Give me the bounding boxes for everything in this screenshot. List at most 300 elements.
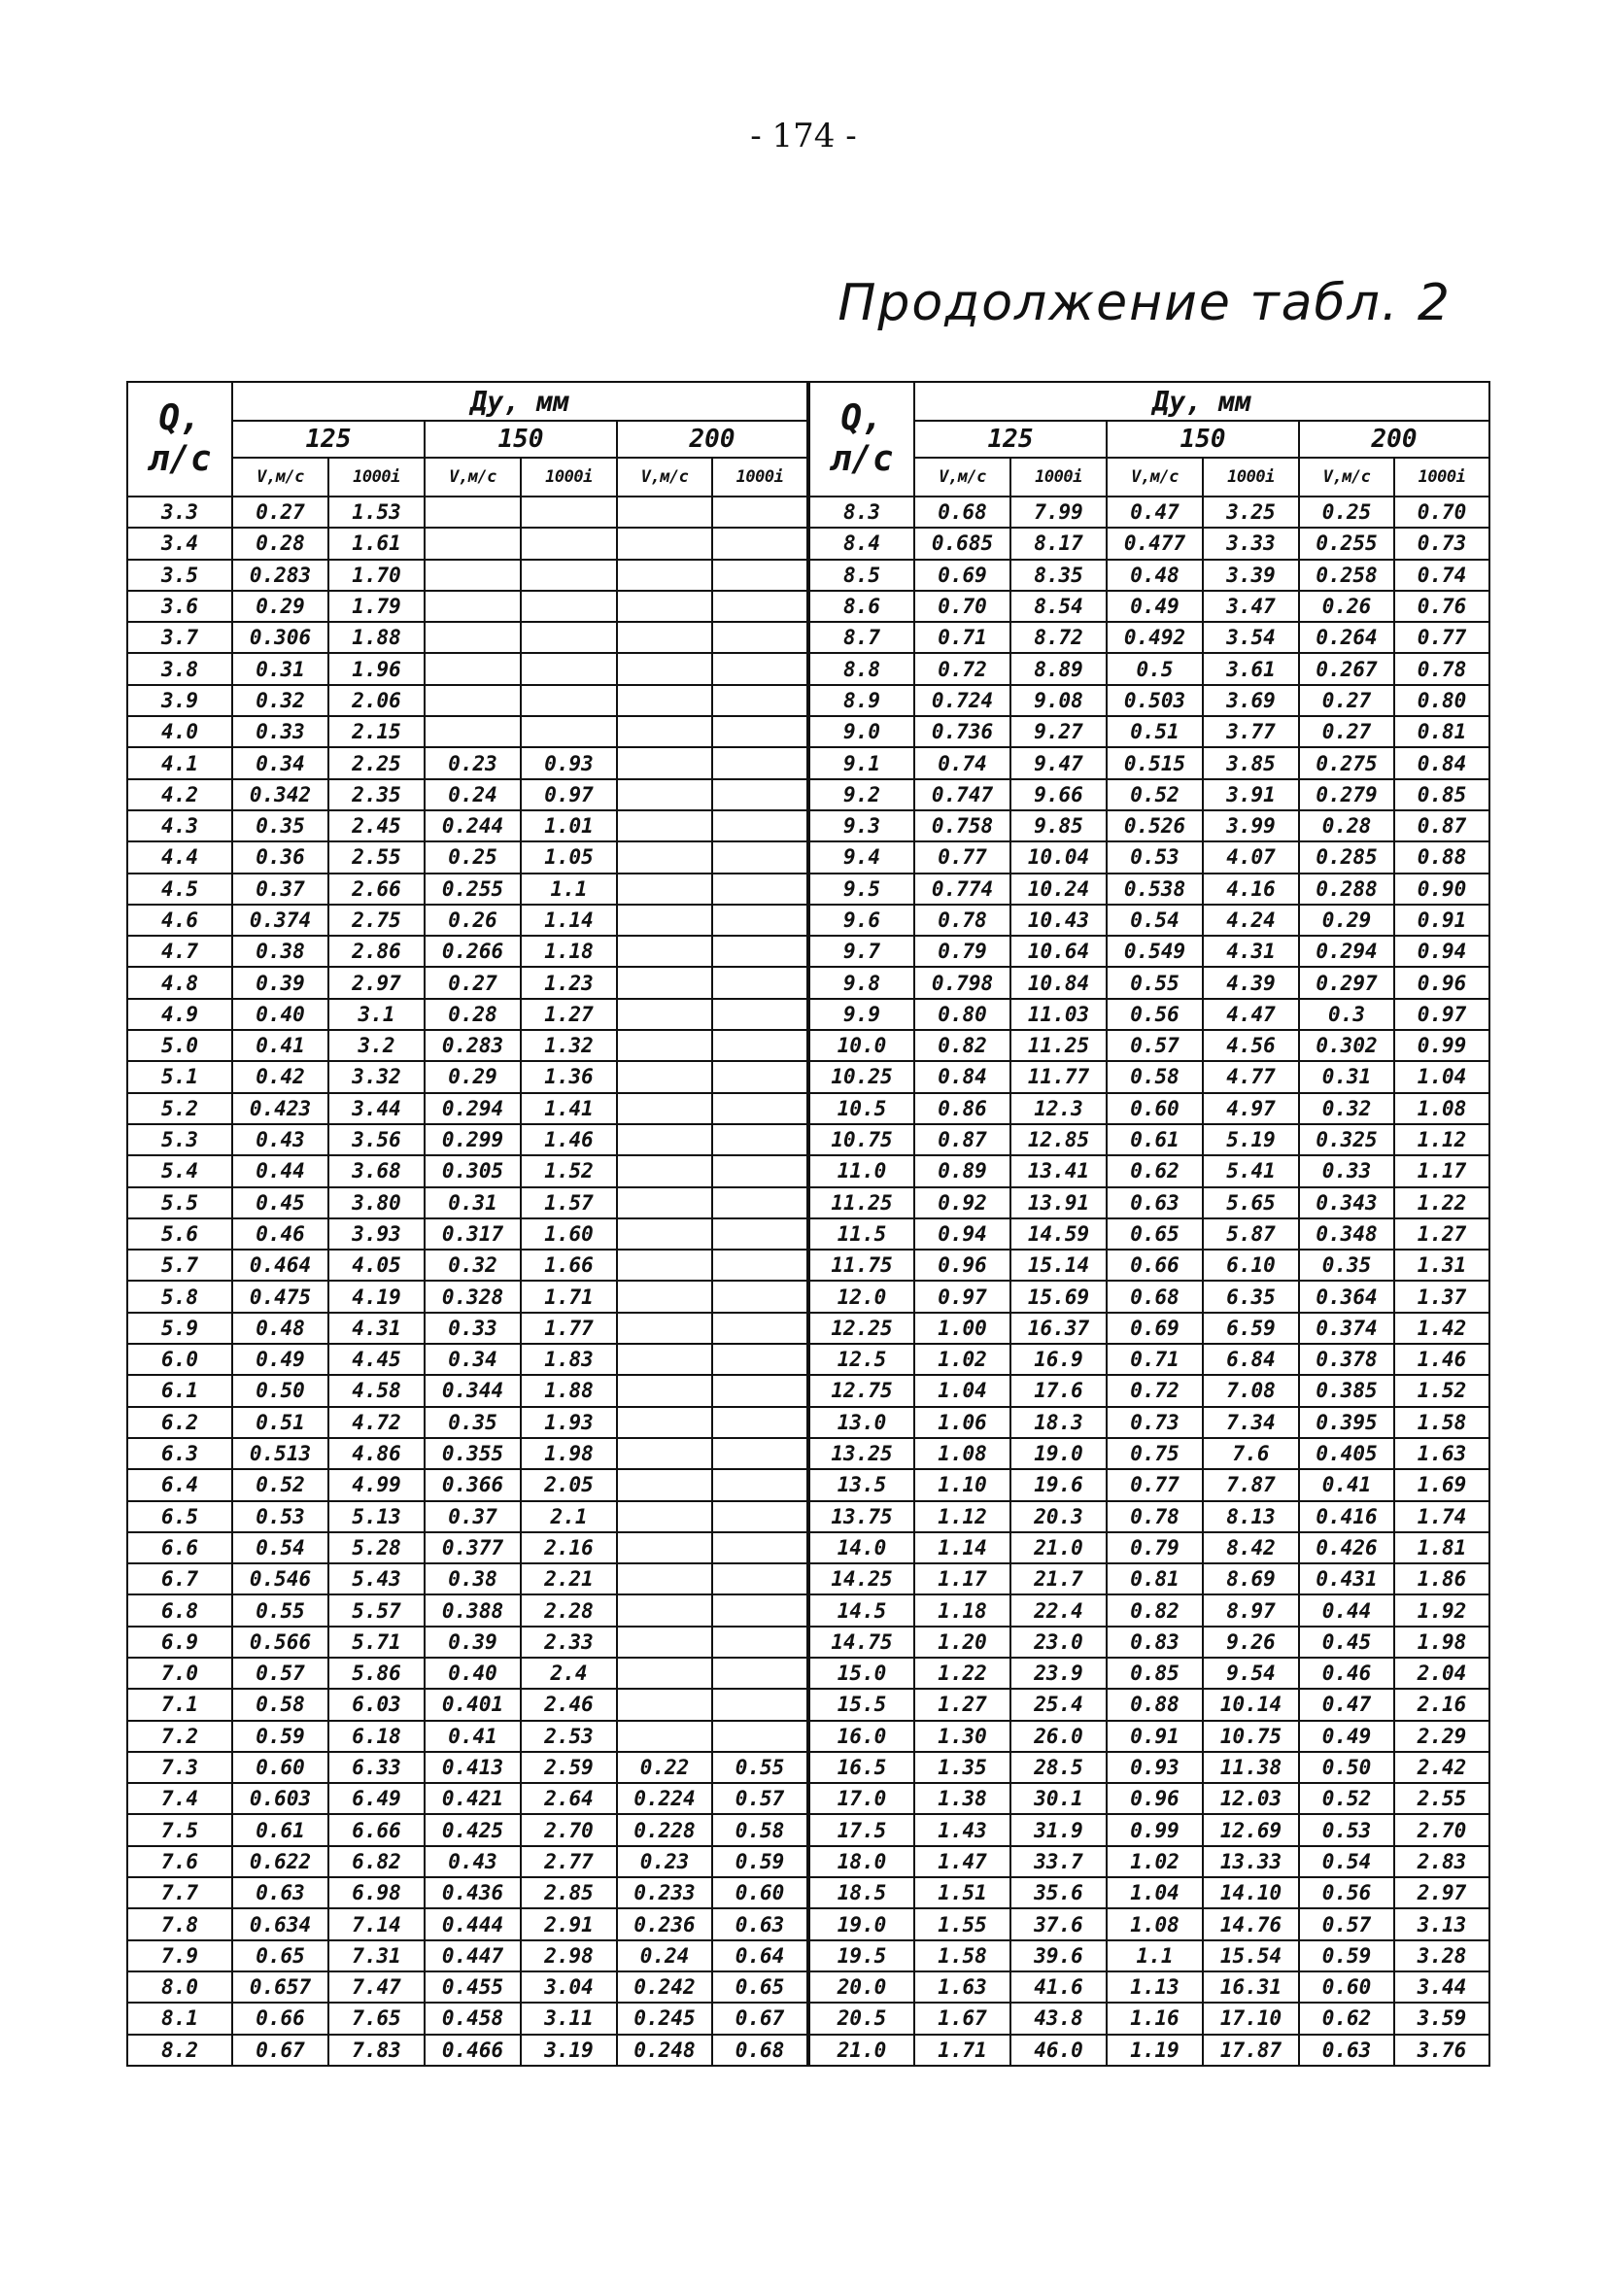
loss-150-cell: 6.10 bbox=[1203, 1250, 1299, 1281]
loss-125-cell: 10.64 bbox=[1010, 936, 1107, 967]
velocity-200-cell: 0.53 bbox=[1299, 1814, 1394, 1845]
table-row bbox=[127, 1971, 807, 2003]
loss-150-cell: 3.61 bbox=[1203, 653, 1299, 684]
loss-125-cell: 15.69 bbox=[1010, 1281, 1107, 1312]
velocity-200-cell bbox=[617, 1375, 712, 1406]
loss-125-cell: 3.68 bbox=[328, 1155, 425, 1186]
table-row bbox=[809, 1783, 1489, 1814]
velocity-125-cell: 0.566 bbox=[232, 1627, 328, 1658]
velocity-150-cell: 0.53 bbox=[1107, 841, 1203, 873]
velocity-150-cell: 0.503 bbox=[1107, 685, 1203, 716]
table-row bbox=[127, 560, 807, 591]
loss-150-cell: 4.56 bbox=[1203, 1030, 1299, 1061]
velocity-200-cell: 0.45 bbox=[1299, 1627, 1394, 1658]
velocity-125-cell: 0.67 bbox=[232, 2035, 328, 2066]
loss-200-cell: 0.70 bbox=[1394, 497, 1489, 528]
velocity-125-cell: 0.774 bbox=[914, 874, 1010, 905]
loss-150-cell: 10.14 bbox=[1203, 1689, 1299, 1720]
velocity-150-cell: 0.68 bbox=[1107, 1281, 1203, 1312]
velocity-150-cell: 0.24 bbox=[425, 779, 521, 810]
loss-200-cell: 0.88 bbox=[1394, 841, 1489, 873]
table-row bbox=[127, 1814, 807, 1845]
diameter-150-header: 150 bbox=[425, 421, 617, 458]
table-row bbox=[127, 497, 807, 528]
loss-150-cell: 14.10 bbox=[1203, 1877, 1299, 1908]
loss-150-cell: 3.47 bbox=[1203, 591, 1299, 622]
flow-cell: 13.5 bbox=[809, 1469, 914, 1500]
loss-125-cell: 35.6 bbox=[1010, 1877, 1107, 1908]
loss-200-cell: 2.83 bbox=[1394, 1846, 1489, 1877]
flow-cell: 7.8 bbox=[127, 1908, 232, 1939]
loss-125-cell: 17.6 bbox=[1010, 1375, 1107, 1406]
flow-cell: 3.8 bbox=[127, 653, 232, 684]
velocity-150-cell: 0.26 bbox=[425, 905, 521, 936]
velocity-200-cell: 0.46 bbox=[1299, 1658, 1394, 1689]
table-row bbox=[809, 528, 1489, 559]
velocity-125-cell: 1.51 bbox=[914, 1877, 1010, 1908]
velocity-150-cell: 0.48 bbox=[1107, 560, 1203, 591]
table-row bbox=[809, 1281, 1489, 1312]
loss-150-cell: 1.88 bbox=[521, 1375, 617, 1406]
loss-200-cell: 0.96 bbox=[1394, 967, 1489, 998]
velocity-125-cell: 0.46 bbox=[232, 1218, 328, 1250]
velocity-200-cell: 0.50 bbox=[1299, 1752, 1394, 1783]
loss-150-cell: 6.84 bbox=[1203, 1344, 1299, 1375]
velocity-150-cell: 0.91 bbox=[1107, 1721, 1203, 1752]
loss-150-cell: 11.38 bbox=[1203, 1752, 1299, 1783]
table-row bbox=[127, 1846, 807, 1877]
velocity-150-cell: 0.32 bbox=[425, 1250, 521, 1281]
table-row bbox=[127, 1218, 807, 1250]
velocity-150-cell: 0.71 bbox=[1107, 1344, 1203, 1375]
velocity-150-cell: 0.526 bbox=[1107, 810, 1203, 841]
loss-200-cell bbox=[712, 1124, 807, 1155]
table-row bbox=[809, 1187, 1489, 1218]
table-row bbox=[127, 1721, 807, 1752]
velocity-150-cell: 0.35 bbox=[425, 1407, 521, 1438]
loss-150-cell bbox=[521, 591, 617, 622]
loss-125-cell: 12.3 bbox=[1010, 1093, 1107, 1124]
velocity-150-cell: 0.25 bbox=[425, 841, 521, 873]
loss-200-cell bbox=[712, 1438, 807, 1469]
velocity-200-cell: 0.54 bbox=[1299, 1846, 1394, 1877]
flow-cell: 5.9 bbox=[127, 1313, 232, 1344]
table-row bbox=[127, 1250, 807, 1281]
velocity-150-cell: 0.366 bbox=[425, 1469, 521, 1500]
table-row bbox=[809, 1030, 1489, 1061]
velocity-125-cell: 0.59 bbox=[232, 1721, 328, 1752]
table-row bbox=[127, 1658, 807, 1689]
flow-cell: 17.0 bbox=[809, 1783, 914, 1814]
table-row bbox=[809, 716, 1489, 747]
table-row bbox=[809, 1532, 1489, 1563]
loss-150-cell: 3.25 bbox=[1203, 497, 1299, 528]
loss-200-cell bbox=[712, 1407, 807, 1438]
velocity-200-cell bbox=[617, 1155, 712, 1186]
velocity-header: V,м/с bbox=[1107, 458, 1203, 497]
loss-125-cell: 10.43 bbox=[1010, 905, 1107, 936]
velocity-200-cell: 0.275 bbox=[1299, 747, 1394, 778]
velocity-150-cell: 0.62 bbox=[1107, 1155, 1203, 1186]
loss-150-cell: 3.19 bbox=[521, 2035, 617, 2066]
loss-200-cell bbox=[712, 1030, 807, 1061]
flow-cell: 14.5 bbox=[809, 1594, 914, 1626]
velocity-150-cell: 0.317 bbox=[425, 1218, 521, 1250]
loss-125-cell: 23.0 bbox=[1010, 1627, 1107, 1658]
loss-125-cell: 2.35 bbox=[328, 779, 425, 810]
loss-200-cell bbox=[712, 1375, 807, 1406]
table-row bbox=[809, 1846, 1489, 1877]
velocity-125-cell: 0.736 bbox=[914, 716, 1010, 747]
velocity-125-cell: 0.86 bbox=[914, 1093, 1010, 1124]
loss-125-cell: 13.41 bbox=[1010, 1155, 1107, 1186]
loss-150-cell: 2.28 bbox=[521, 1594, 617, 1626]
velocity-125-cell: 0.50 bbox=[232, 1375, 328, 1406]
velocity-150-cell: 1.13 bbox=[1107, 1971, 1203, 2003]
loss-125-cell: 9.27 bbox=[1010, 716, 1107, 747]
velocity-200-cell bbox=[617, 1438, 712, 1469]
loss-200-cell bbox=[712, 653, 807, 684]
loss-200-cell: 3.28 bbox=[1394, 1940, 1489, 1971]
loss-200-cell: 1.17 bbox=[1394, 1155, 1489, 1186]
loss-200-cell bbox=[712, 1501, 807, 1532]
flow-cell: 7.4 bbox=[127, 1783, 232, 1814]
table-row bbox=[809, 1313, 1489, 1344]
loss-200-cell bbox=[712, 685, 807, 716]
loss-200-cell: 2.70 bbox=[1394, 1814, 1489, 1845]
velocity-125-cell: 0.34 bbox=[232, 747, 328, 778]
table-row bbox=[809, 1563, 1489, 1594]
flow-cell: 5.6 bbox=[127, 1218, 232, 1250]
velocity-200-cell: 0.27 bbox=[1299, 716, 1394, 747]
velocity-200-cell: 0.405 bbox=[1299, 1438, 1394, 1469]
velocity-150-cell bbox=[425, 622, 521, 653]
loss-150-cell: 1.14 bbox=[521, 905, 617, 936]
velocity-125-cell: 0.61 bbox=[232, 1814, 328, 1845]
table-row bbox=[809, 874, 1489, 905]
loss-200-cell: 0.64 bbox=[712, 1940, 807, 1971]
loss-125-cell: 46.0 bbox=[1010, 2035, 1107, 2066]
flow-cell: 5.1 bbox=[127, 1061, 232, 1092]
loss-125-cell: 15.14 bbox=[1010, 1250, 1107, 1281]
velocity-125-cell: 0.72 bbox=[914, 653, 1010, 684]
q-header-symbol: Q, bbox=[158, 398, 201, 438]
loss-125-cell: 4.31 bbox=[328, 1313, 425, 1344]
flow-cell: 11.25 bbox=[809, 1187, 914, 1218]
loss-150-cell: 13.33 bbox=[1203, 1846, 1299, 1877]
table-row bbox=[127, 1689, 807, 1720]
loss-200-cell: 0.81 bbox=[1394, 716, 1489, 747]
flow-cell: 11.5 bbox=[809, 1218, 914, 1250]
loss-125-cell: 28.5 bbox=[1010, 1752, 1107, 1783]
loss-150-cell: 2.77 bbox=[521, 1846, 617, 1877]
velocity-150-cell: 0.58 bbox=[1107, 1061, 1203, 1092]
velocity-150-cell bbox=[425, 653, 521, 684]
loss-125-cell: 18.3 bbox=[1010, 1407, 1107, 1438]
loss-200-cell: 1.98 bbox=[1394, 1627, 1489, 1658]
velocity-200-cell: 0.44 bbox=[1299, 1594, 1394, 1626]
loss-200-cell bbox=[712, 810, 807, 841]
velocity-200-cell: 0.32 bbox=[1299, 1093, 1394, 1124]
loss-150-cell: 1.46 bbox=[521, 1124, 617, 1155]
velocity-125-cell: 0.97 bbox=[914, 1281, 1010, 1312]
loss-150-cell: 1.1 bbox=[521, 874, 617, 905]
flow-cell: 19.5 bbox=[809, 1940, 914, 1971]
velocity-150-cell: 0.56 bbox=[1107, 999, 1203, 1030]
flow-cell: 4.9 bbox=[127, 999, 232, 1030]
velocity-150-cell: 0.388 bbox=[425, 1594, 521, 1626]
loss-125-cell: 13.91 bbox=[1010, 1187, 1107, 1218]
velocity-125-cell: 0.40 bbox=[232, 999, 328, 1030]
loss-150-cell bbox=[521, 716, 617, 747]
flow-cell: 7.9 bbox=[127, 1940, 232, 1971]
velocity-150-cell: 0.54 bbox=[1107, 905, 1203, 936]
loss-200-cell bbox=[712, 747, 807, 778]
q-header-unit: л/с bbox=[830, 439, 894, 479]
flow-cell: 11.75 bbox=[809, 1250, 914, 1281]
loss-200-cell bbox=[712, 528, 807, 559]
loss-150-cell: 5.65 bbox=[1203, 1187, 1299, 1218]
loss-150-cell: 3.69 bbox=[1203, 685, 1299, 716]
loss-125-cell: 41.6 bbox=[1010, 1971, 1107, 2003]
q-header bbox=[809, 382, 914, 497]
velocity-200-cell bbox=[617, 591, 712, 622]
loss-200-cell bbox=[712, 936, 807, 967]
loss-125-cell: 10.24 bbox=[1010, 874, 1107, 905]
velocity-150-cell: 0.549 bbox=[1107, 936, 1203, 967]
loss-125-cell: 12.85 bbox=[1010, 1124, 1107, 1155]
flow-cell: 5.2 bbox=[127, 1093, 232, 1124]
loss-125-cell: 9.85 bbox=[1010, 810, 1107, 841]
table-row bbox=[127, 622, 807, 653]
loss-150-cell: 3.77 bbox=[1203, 716, 1299, 747]
loss-200-cell: 1.42 bbox=[1394, 1313, 1489, 1344]
velocity-150-cell: 0.377 bbox=[425, 1532, 521, 1563]
loss-150-cell: 4.07 bbox=[1203, 841, 1299, 873]
loss-125-cell: 30.1 bbox=[1010, 1783, 1107, 1814]
loss-125-cell: 2.86 bbox=[328, 936, 425, 967]
flow-cell: 8.3 bbox=[809, 497, 914, 528]
loss-125-cell: 1.70 bbox=[328, 560, 425, 591]
loss-125-cell: 3.44 bbox=[328, 1093, 425, 1124]
velocity-125-cell: 0.51 bbox=[232, 1407, 328, 1438]
flow-cell: 4.0 bbox=[127, 716, 232, 747]
loss-200-cell: 1.46 bbox=[1394, 1344, 1489, 1375]
velocity-150-cell: 0.52 bbox=[1107, 779, 1203, 810]
flow-cell: 8.8 bbox=[809, 653, 914, 684]
velocity-200-cell bbox=[617, 1689, 712, 1720]
loss-125-cell: 20.3 bbox=[1010, 1501, 1107, 1532]
velocity-125-cell: 0.57 bbox=[232, 1658, 328, 1689]
loss-125-cell: 6.18 bbox=[328, 1721, 425, 1752]
velocity-200-cell: 0.228 bbox=[617, 1814, 712, 1845]
velocity-200-cell bbox=[617, 1594, 712, 1626]
flow-cell: 8.6 bbox=[809, 591, 914, 622]
velocity-150-cell: 0.355 bbox=[425, 1438, 521, 1469]
velocity-200-cell: 0.26 bbox=[1299, 591, 1394, 622]
velocity-125-cell: 0.32 bbox=[232, 685, 328, 716]
loss-150-cell: 8.69 bbox=[1203, 1563, 1299, 1594]
loss-150-cell: 3.99 bbox=[1203, 810, 1299, 841]
loss-150-cell bbox=[521, 560, 617, 591]
velocity-150-cell: 0.61 bbox=[1107, 1124, 1203, 1155]
table-row bbox=[127, 1940, 807, 1971]
velocity-125-cell: 1.47 bbox=[914, 1846, 1010, 1877]
velocity-200-cell: 0.264 bbox=[1299, 622, 1394, 653]
flow-cell: 10.75 bbox=[809, 1124, 914, 1155]
loss-150-cell: 3.85 bbox=[1203, 747, 1299, 778]
loss-125-cell: 22.4 bbox=[1010, 1594, 1107, 1626]
velocity-125-cell: 0.33 bbox=[232, 716, 328, 747]
velocity-200-cell: 0.385 bbox=[1299, 1375, 1394, 1406]
velocity-125-cell: 1.12 bbox=[914, 1501, 1010, 1532]
loss-200-cell: 0.67 bbox=[712, 2003, 807, 2034]
loss-150-cell: 17.10 bbox=[1203, 2003, 1299, 2034]
loss-150-cell: 1.57 bbox=[521, 1187, 617, 1218]
loss-150-cell: 1.83 bbox=[521, 1344, 617, 1375]
loss-125-cell: 9.47 bbox=[1010, 747, 1107, 778]
velocity-125-cell: 0.66 bbox=[232, 2003, 328, 2034]
flow-cell: 5.3 bbox=[127, 1124, 232, 1155]
velocity-200-cell bbox=[617, 1627, 712, 1658]
loss-125-cell: 19.6 bbox=[1010, 1469, 1107, 1500]
loss-125-cell: 5.43 bbox=[328, 1563, 425, 1594]
table-left bbox=[126, 381, 808, 2067]
velocity-150-cell: 0.28 bbox=[425, 999, 521, 1030]
flow-cell: 7.1 bbox=[127, 1689, 232, 1720]
loss-125-cell: 3.32 bbox=[328, 1061, 425, 1092]
velocity-125-cell: 1.06 bbox=[914, 1407, 1010, 1438]
table-caption: Продолжение табл. 2 bbox=[838, 274, 1452, 332]
velocity-125-cell: 1.55 bbox=[914, 1908, 1010, 1939]
velocity-200-cell bbox=[617, 841, 712, 873]
velocity-150-cell: 1.08 bbox=[1107, 1908, 1203, 1939]
loss-200-cell: 1.74 bbox=[1394, 1501, 1489, 1532]
velocity-200-cell: 0.348 bbox=[1299, 1218, 1394, 1250]
flow-cell: 6.5 bbox=[127, 1501, 232, 1532]
loss-125-cell: 4.45 bbox=[328, 1344, 425, 1375]
table-row bbox=[127, 779, 807, 810]
velocity-200-cell: 0.62 bbox=[1299, 2003, 1394, 2034]
velocity-200-cell bbox=[617, 1093, 712, 1124]
velocity-200-cell: 0.325 bbox=[1299, 1124, 1394, 1155]
loss-150-cell: 2.33 bbox=[521, 1627, 617, 1658]
loss-200-cell: 3.59 bbox=[1394, 2003, 1489, 2034]
loss-150-cell bbox=[521, 622, 617, 653]
velocity-150-cell: 0.447 bbox=[425, 1940, 521, 1971]
velocity-200-cell: 0.47 bbox=[1299, 1689, 1394, 1720]
table-row bbox=[127, 685, 807, 716]
velocity-200-cell: 0.63 bbox=[1299, 2035, 1394, 2066]
table-row bbox=[127, 1344, 807, 1375]
velocity-125-cell: 0.374 bbox=[232, 905, 328, 936]
table-row bbox=[809, 1627, 1489, 1658]
loss-125-cell: 1.96 bbox=[328, 653, 425, 684]
q-header-symbol: Q, bbox=[840, 398, 883, 438]
q-header bbox=[127, 382, 232, 497]
loss-125-cell: 1.88 bbox=[328, 622, 425, 653]
loss-150-cell: 0.93 bbox=[521, 747, 617, 778]
velocity-125-cell: 0.27 bbox=[232, 497, 328, 528]
table-row bbox=[127, 1313, 807, 1344]
velocity-150-cell: 1.04 bbox=[1107, 1877, 1203, 1908]
velocity-125-cell: 0.657 bbox=[232, 1971, 328, 2003]
velocity-200-cell bbox=[617, 560, 712, 591]
velocity-150-cell: 1.16 bbox=[1107, 2003, 1203, 2034]
velocity-125-cell: 0.55 bbox=[232, 1594, 328, 1626]
velocity-125-cell: 1.18 bbox=[914, 1594, 1010, 1626]
velocity-125-cell: 0.44 bbox=[232, 1155, 328, 1186]
flow-cell: 8.1 bbox=[127, 2003, 232, 2034]
flow-cell: 9.5 bbox=[809, 874, 914, 905]
table-row bbox=[127, 2035, 807, 2066]
velocity-125-cell: 0.63 bbox=[232, 1877, 328, 1908]
flow-cell: 8.5 bbox=[809, 560, 914, 591]
table-row bbox=[127, 967, 807, 998]
loss-150-cell: 3.04 bbox=[521, 1971, 617, 2003]
loss-200-cell: 2.97 bbox=[1394, 1877, 1489, 1908]
loss-150-cell: 1.23 bbox=[521, 967, 617, 998]
velocity-150-cell: 0.401 bbox=[425, 1689, 521, 1720]
velocity-header: V,м/с bbox=[425, 458, 521, 497]
loss-200-cell bbox=[712, 1689, 807, 1720]
velocity-150-cell: 0.425 bbox=[425, 1814, 521, 1845]
flow-cell: 7.6 bbox=[127, 1846, 232, 1877]
velocity-200-cell bbox=[617, 497, 712, 528]
dy-header: Ду, мм bbox=[232, 382, 807, 421]
table-row bbox=[809, 1469, 1489, 1500]
velocity-150-cell: 0.69 bbox=[1107, 1313, 1203, 1344]
velocity-200-cell: 0.255 bbox=[1299, 528, 1394, 559]
velocity-125-cell: 0.84 bbox=[914, 1061, 1010, 1092]
velocity-125-cell: 0.79 bbox=[914, 936, 1010, 967]
loss-150-cell: 4.77 bbox=[1203, 1061, 1299, 1092]
velocity-125-cell: 0.38 bbox=[232, 936, 328, 967]
loss-150-cell: 9.54 bbox=[1203, 1658, 1299, 1689]
loss-125-cell: 4.86 bbox=[328, 1438, 425, 1469]
loss-150-cell: 7.87 bbox=[1203, 1469, 1299, 1500]
loss-200-cell bbox=[712, 1093, 807, 1124]
velocity-200-cell bbox=[617, 685, 712, 716]
table-row bbox=[127, 1438, 807, 1469]
loss-150-cell: 2.46 bbox=[521, 1689, 617, 1720]
loss-150-cell: 1.71 bbox=[521, 1281, 617, 1312]
flow-cell: 5.4 bbox=[127, 1155, 232, 1186]
table-row bbox=[809, 1877, 1489, 1908]
table-row bbox=[809, 653, 1489, 684]
velocity-200-cell: 0.431 bbox=[1299, 1563, 1394, 1594]
loss-200-cell bbox=[712, 1594, 807, 1626]
diameter-125-header: 125 bbox=[914, 421, 1107, 458]
velocity-200-cell: 0.57 bbox=[1299, 1908, 1394, 1939]
loss-125-cell: 33.7 bbox=[1010, 1846, 1107, 1877]
table-row bbox=[809, 1752, 1489, 1783]
loss-125-cell: 31.9 bbox=[1010, 1814, 1107, 1845]
flow-cell: 16.5 bbox=[809, 1752, 914, 1783]
loss-125-cell: 7.99 bbox=[1010, 497, 1107, 528]
head-loss-header: 1000i bbox=[1010, 458, 1107, 497]
loss-125-cell: 8.54 bbox=[1010, 591, 1107, 622]
velocity-200-cell: 0.33 bbox=[1299, 1155, 1394, 1186]
table-row bbox=[809, 1689, 1489, 1720]
loss-200-cell bbox=[712, 1658, 807, 1689]
loss-150-cell: 15.54 bbox=[1203, 1940, 1299, 1971]
table-row bbox=[809, 810, 1489, 841]
loss-200-cell bbox=[712, 967, 807, 998]
velocity-150-cell: 0.83 bbox=[1107, 1627, 1203, 1658]
loss-150-cell: 3.54 bbox=[1203, 622, 1299, 653]
loss-125-cell: 6.82 bbox=[328, 1846, 425, 1877]
